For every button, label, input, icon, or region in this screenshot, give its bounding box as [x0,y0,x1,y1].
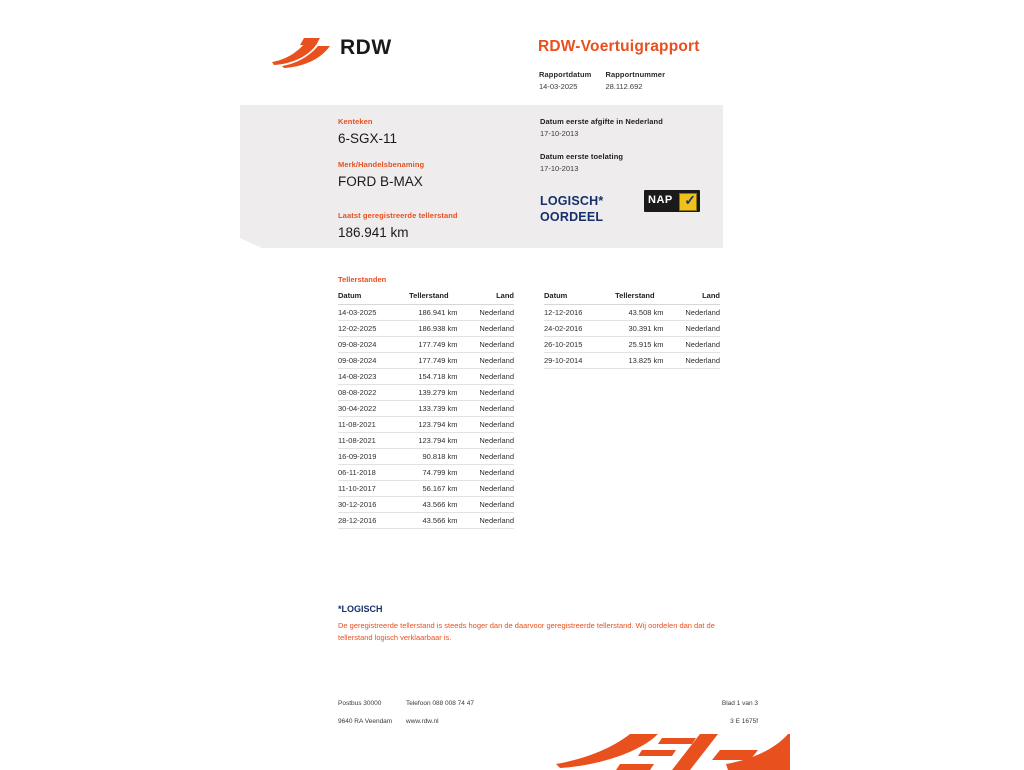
report-number-value: 28.112.692 [605,82,643,91]
cell-date: 30-12-2016 [338,497,391,513]
cell-odometer: 154.718 km [391,369,467,385]
first-admission-value: 17-10-2013 [540,164,579,173]
footer-address-line-1: Postbus 30000 [338,700,382,707]
cell-date: 11-08-2021 [338,417,391,433]
vehicle-summary-panel [240,105,723,248]
first-admission-block [540,152,720,173]
cell-country: Nederland [468,433,514,449]
report-date-block [539,70,601,91]
report-number-label: Rapportnummer [605,70,666,79]
cell-odometer: 186.941 km [391,305,467,321]
cell-odometer: 74.799 km [391,465,467,481]
table-row [338,385,514,401]
footer-address [338,700,392,725]
column-header-country: Land [674,289,720,305]
cell-date: 12-12-2016 [544,305,597,321]
cell-date: 24-02-2016 [544,321,597,337]
table-row [544,305,720,321]
cell-odometer: 43.508 km [597,305,673,321]
cell-country: Nederland [468,305,514,321]
table-header-row [338,289,514,305]
plate-block [338,117,518,146]
cell-country: Nederland [674,321,720,337]
cell-date: 29-10-2014 [544,353,597,369]
cell-odometer: 43.566 km [391,497,467,513]
table-row [338,305,514,321]
cell-country: Nederland [468,369,514,385]
cell-odometer: 139.279 km [391,385,467,401]
footnote-body: De geregistreerde tellerstand is steeds hoger dan de daarvoor geregistreerde tellerstand. Wij oordelen dan dat de tellerstand logisch verklaarbaar is. [338,621,715,642]
make-label: Merk/Handelsbenaming [338,160,425,169]
cell-date: 08-08-2022 [338,385,391,401]
cell-country: Nederland [468,401,514,417]
cell-country: Nederland [468,321,514,337]
table-row [544,353,720,369]
first-admission-label: Datum eerste toelating [540,152,624,161]
make-block [338,160,518,189]
table-row [338,401,514,417]
column-header-country: Land [468,289,514,305]
first-issue-value: 17-10-2013 [540,129,579,138]
cell-odometer: 123.794 km [391,433,467,449]
document-header [240,14,780,91]
report-number-block [605,70,665,91]
report-date-value: 14-03-2025 [539,82,578,91]
footer-website[interactable]: www.rdw.nl [406,718,439,725]
first-issue-label: Datum eerste afgifte in Nederland [540,117,663,126]
cell-date: 26-10-2015 [544,337,597,353]
cell-country: Nederland [468,337,514,353]
cell-country: Nederland [674,305,720,321]
cell-odometer: 13.825 km [597,353,673,369]
verdict-line-2: OORDEEL [540,210,604,224]
column-header-odometer: Tellerstand [391,289,467,305]
cell-odometer: 43.566 km [391,513,467,529]
summary-right-column [540,117,720,187]
cell-odometer: 25.915 km [597,337,673,353]
table-row [338,513,514,529]
odometer-table-left [338,289,514,529]
report-meta [539,70,779,91]
table-header-row [544,289,720,305]
column-header-odometer: Tellerstand [597,289,673,305]
odometer-table-right [544,289,720,369]
table-row [338,369,514,385]
cell-country: Nederland [468,513,514,529]
table-row [338,321,514,337]
table-row [338,417,514,433]
table-row [338,465,514,481]
panel-corner-notch [240,238,262,248]
cell-country: Nederland [468,465,514,481]
verdict-text [540,193,603,225]
table-row [544,337,720,353]
table-row [338,449,514,465]
last-odometer-value: 186.941 km [338,225,409,240]
page-title: RDW-Voertuigrapport [538,38,700,55]
cell-date: 09-08-2024 [338,337,391,353]
summary-left-column [338,117,518,203]
column-header-date: Datum [544,289,597,305]
footer-contact [406,700,474,725]
footer-page-info [698,700,758,725]
odometer-section-heading: Tellerstanden [338,275,387,284]
cell-odometer: 133.739 km [391,401,467,417]
table-row [338,353,514,369]
cell-odometer: 177.749 km [391,337,467,353]
plate-label: Kenteken [338,117,373,126]
cell-country: Nederland [468,417,514,433]
footer-phone: Telefoon 088 008 74 47 [406,700,474,707]
table-row [338,433,514,449]
cell-odometer: 186.938 km [391,321,467,337]
cell-country: Nederland [468,353,514,369]
footnote-title [338,604,730,614]
cell-country: Nederland [468,481,514,497]
footnote-title-text: LOGISCH [341,604,383,614]
footnote-star: * [338,604,342,614]
last-odometer-label: Laatst geregistreerde tellerstand [338,211,458,220]
cell-country: Nederland [468,497,514,513]
make-value: FORD B-MAX [338,174,423,189]
cell-date: 28-12-2016 [338,513,391,529]
footer-decoration-icon [550,730,790,770]
cell-date: 12-02-2025 [338,321,391,337]
cell-date: 11-08-2021 [338,433,391,449]
report-date-label: Rapportdatum [539,70,592,79]
footer-page-number: Blad 1 van 3 [721,700,758,707]
cell-country: Nederland [674,337,720,353]
rdw-logo-icon [270,36,340,68]
verdict-line-1: LOGISCH* [540,194,604,208]
cell-country: Nederland [468,385,514,401]
cell-date: 16-09-2019 [338,449,391,465]
table-row [544,321,720,337]
cell-odometer: 123.794 km [391,417,467,433]
cell-odometer: 56.167 km [391,481,467,497]
plate-value: 6-SGX-11 [338,131,398,146]
cell-country: Nederland [674,353,720,369]
cell-odometer: 90.818 km [391,449,467,465]
table-row [338,337,514,353]
table-row [338,497,514,513]
cell-date: 14-08-2023 [338,369,391,385]
table-row [338,481,514,497]
cell-odometer: 30.391 km [597,321,673,337]
brand-title: RDW [340,36,392,59]
last-odometer-block [338,211,538,240]
cell-date: 30-04-2022 [338,401,391,417]
cell-odometer: 177.749 km [391,353,467,369]
first-issue-block [540,117,720,138]
check-icon: ✓ [684,192,696,208]
footer-form-code: 3 E 1675f [730,718,758,725]
nap-badge-label: NAP [648,194,673,206]
footer-address-line-2: 9640 RA Veendam [338,718,393,725]
cell-date: 11-10-2017 [338,481,391,497]
nap-badge [644,190,700,212]
column-header-date: Datum [338,289,391,305]
cell-date: 09-08-2024 [338,353,391,369]
cell-date: 06-11-2018 [338,465,391,481]
footnote-block [338,604,730,643]
cell-country: Nederland [468,449,514,465]
cell-date: 14-03-2025 [338,305,391,321]
